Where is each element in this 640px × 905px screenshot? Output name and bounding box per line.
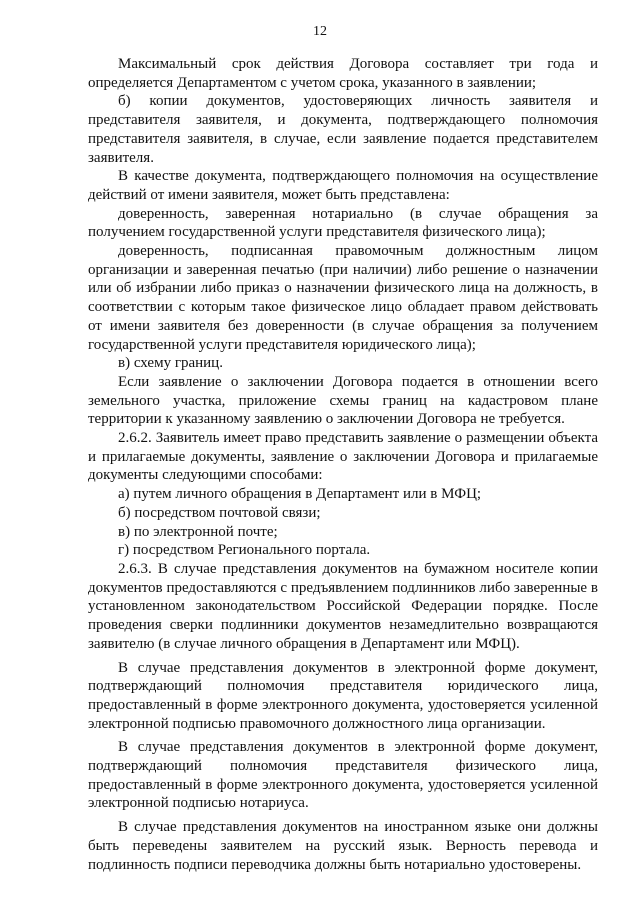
paragraph-item-b-documents: б) копии документов, удостоверяющих личность заявителя и представителя заявителя, и документа, подтверждающего полномочия представителя заявителя, в случае, если заявление подается представителем заявителя.	[88, 93, 598, 166]
paragraph-foreign-language: В случае представления документов на иностранном языке они должны быть переведены заявителем на русский язык. Верность перевода и подлинность подписи переводчика должны быть нотариально удостоверены.	[88, 819, 598, 873]
list-item-b: б) посредством почтовой связи;	[118, 504, 321, 521]
paragraph-2-6-3: 2.6.3. В случае представления документов на бумажном носителе копии документов предоставляются с предъявлением подлинников либо заверенные в установленном законодательством Российской Федерации порядке. После проведения сверки подлинники документов незамедлительно возвращаются заявителю (в случае личного обращения в Департамент или МФЦ).	[88, 560, 598, 652]
list-item-v: в) по электронной почте;	[118, 523, 278, 540]
paragraph-electronic-legal: В случае представления документов в электронной форме документ, подтверждающий полномочия представителя юридического лица, предоставленный в форме электронного документа, удостоверяется усиленной электронной подписью правомочного должностного лица организации.	[88, 659, 598, 732]
paragraph-whole-plot: Если заявление о заключении Договора подается в отношении всего земельного участка, приложение схемы границ на кадастровом плане территории к указанному заявлению о заключении Договора не требуется.	[88, 373, 598, 428]
list-item-a: а) путем личного обращения в Департамент или в МФЦ;	[118, 486, 482, 503]
paragraph-authority-document: В качестве документа, подтверждающего полномочия на осуществление действий от имени заявителя, может быть представлена:	[88, 168, 598, 203]
paragraph-electronic-physical: В случае представления документов в электронной форме документ, подтверждающий полномочия представителя физического лица, предоставленный в форме электронного документа, удостоверяется усиленной электронной подписью нотариуса.	[88, 739, 598, 812]
paragraph-signed-power: доверенность, подписанная правомочным должностным лицом организации и заверенная печатью (при наличии) либо решение о назначении или об избрании либо приказ о назначении физического лица на должность, в соответствии с которым такое физическое лицо обладает правом действовать от имени заявителя без доверенности (в случае обращения за получением государственной услуги представителя юридического лица);	[88, 243, 598, 353]
page-number: 12	[313, 24, 327, 39]
list-item-g: г) посредством Регионального портала.	[118, 542, 371, 559]
paragraph-max-term: Максимальный срок действия Договора составляет три года и определяется Департаментом с учетом срока, указанного в заявлении;	[88, 56, 598, 91]
document-body	[88, 55, 598, 874]
paragraph-2-6-2: 2.6.2. Заявитель имеет право представить заявление о размещении объекта и прилагаемые документы, заявление о заключении Договора и прилагаемые документы следующими способами:	[88, 430, 598, 484]
paragraph-notarized-power: доверенность, заверенная нотариально (в случае обращения за получением государственной услуги представителя физического лица);	[88, 205, 598, 241]
paragraph-item-v-scheme: в) схему границ.	[118, 355, 223, 372]
